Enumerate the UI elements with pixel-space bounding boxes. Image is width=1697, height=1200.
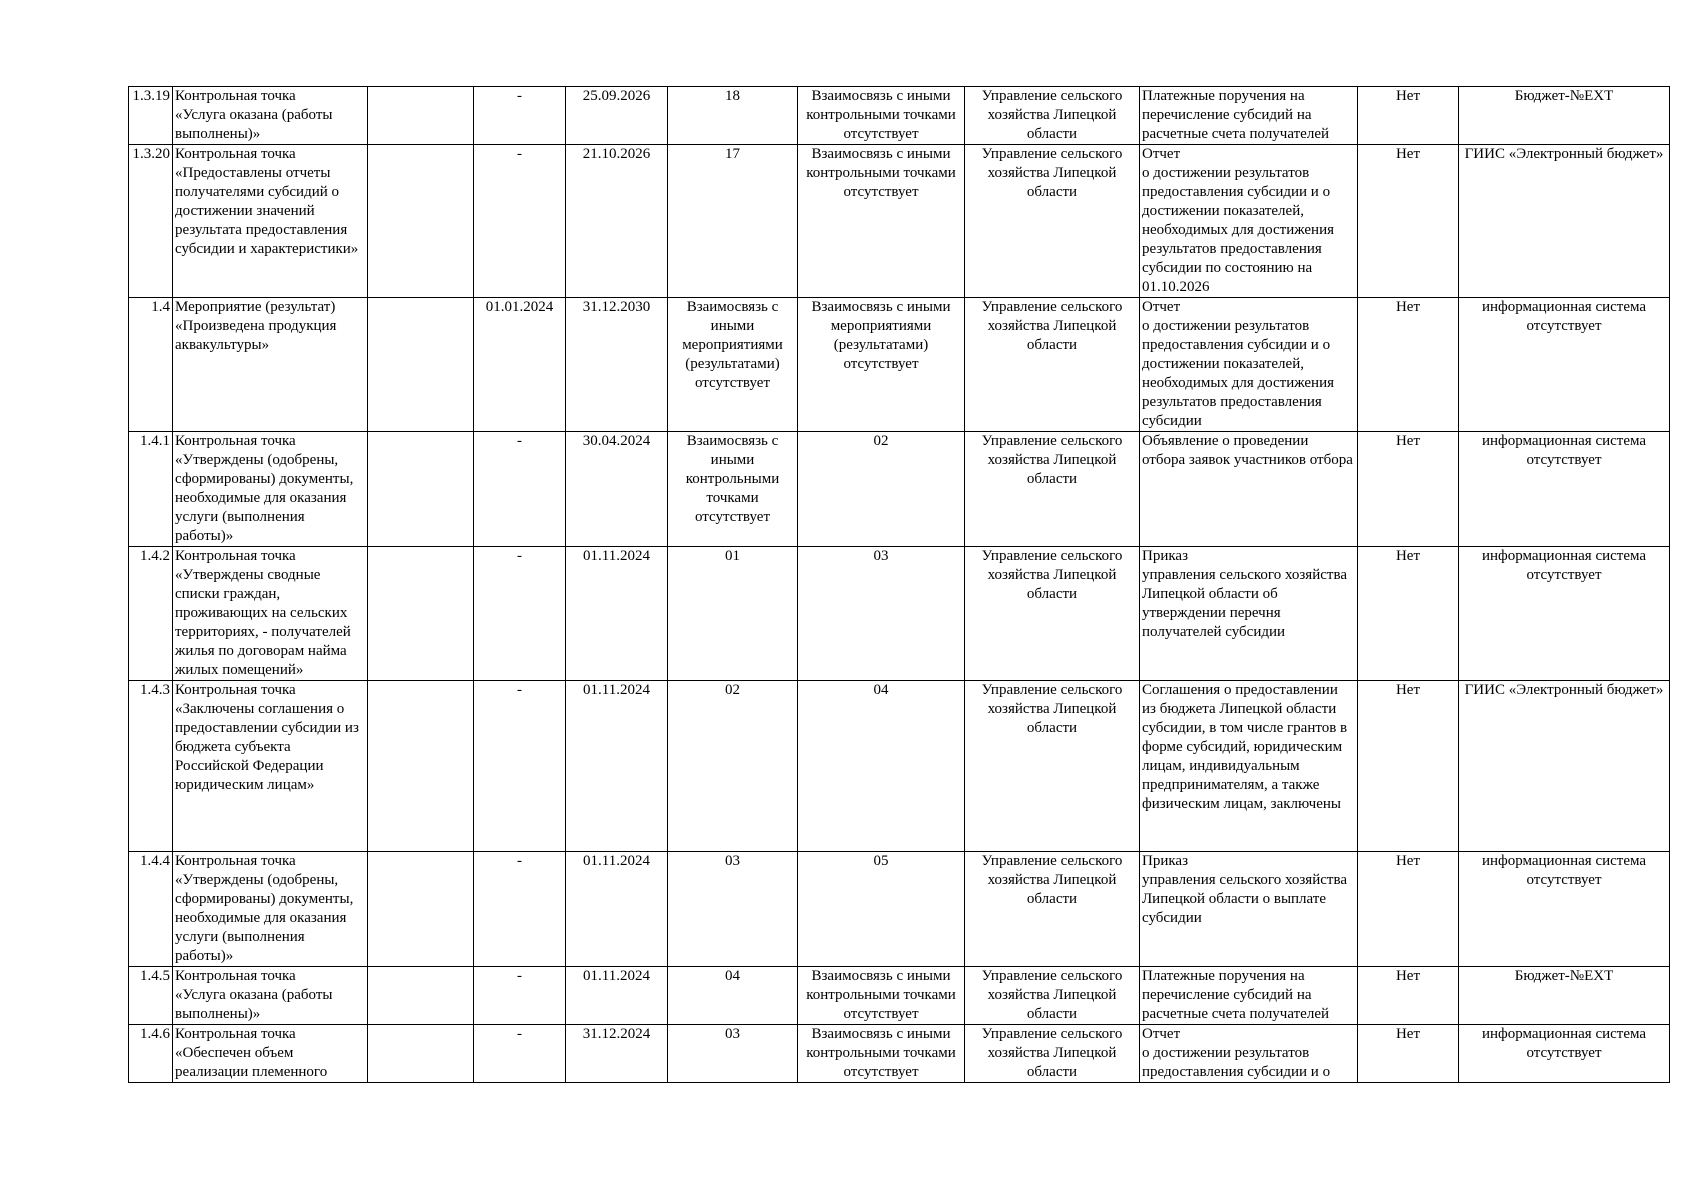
empty-cell: [368, 298, 474, 432]
start-date: -: [474, 852, 566, 967]
responsible: Управление сельского хозяйства Липецкой области: [965, 1025, 1140, 1083]
control-points-table: [128, 86, 1670, 1083]
responsible: Управление сельского хозяйства Липецкой области: [965, 87, 1140, 145]
predecessor: Взаимосвязь с иными мероприятиями (результатами) отсутствует: [668, 298, 798, 432]
end-date: 01.11.2024: [566, 547, 668, 681]
document: Отчет о достижении результатов предоставления субсидии и о: [1140, 1025, 1358, 1083]
table-row: [129, 967, 1670, 1025]
document: Объявление о проведении отбора заявок участников отбора: [1140, 432, 1358, 547]
successor: 03: [798, 547, 965, 681]
item-name: Контрольная точка «Утверждены (одобрены, сформированы) документы, необходимые для оказания услуги (выполнения работы)»: [173, 432, 368, 547]
predecessor: 03: [668, 852, 798, 967]
table-row: [129, 87, 1670, 145]
responsible: Управление сельского хозяйства Липецкой области: [965, 432, 1140, 547]
item-name: Контрольная точка «Заключены соглашения о предоставлении субсидии из бюджета субъекта Российской Федерации юридическим лицам»: [173, 681, 368, 852]
table-row: [129, 145, 1670, 298]
flag: Нет: [1358, 852, 1459, 967]
empty-cell: [368, 547, 474, 681]
responsible: Управление сельского хозяйства Липецкой области: [965, 681, 1140, 852]
start-date: -: [474, 432, 566, 547]
responsible: Управление сельского хозяйства Липецкой области: [965, 298, 1140, 432]
empty-cell: [368, 145, 474, 298]
info-system: информационная система отсутствует: [1459, 298, 1670, 432]
successor: Взаимосвязь с иными мероприятиями (результатами) отсутствует: [798, 298, 965, 432]
info-system: информационная система отсутствует: [1459, 432, 1670, 547]
info-system: информационная система отсутствует: [1459, 547, 1670, 681]
document: Приказ управления сельского хозяйства Липецкой области о выплате субсидии: [1140, 852, 1358, 967]
flag: Нет: [1358, 681, 1459, 852]
row-number: 1.4.2: [129, 547, 173, 681]
document: Приказ управления сельского хозяйства Липецкой области об утверждении перечня получателей субсидии: [1140, 547, 1358, 681]
predecessor: 04: [668, 967, 798, 1025]
flag: Нет: [1358, 145, 1459, 298]
item-name: Контрольная точка «Услуга оказана (работы выполнены)»: [173, 87, 368, 145]
predecessor: 17: [668, 145, 798, 298]
end-date: 21.10.2026: [566, 145, 668, 298]
responsible: Управление сельского хозяйства Липецкой области: [965, 547, 1140, 681]
row-number: 1.4.6: [129, 1025, 173, 1083]
info-system: ГИИС «Электронный бюджет»: [1459, 145, 1670, 298]
row-number: 1.4.4: [129, 852, 173, 967]
row-number: 1.4.5: [129, 967, 173, 1025]
item-name: Контрольная точка «Обеспечен объем реализации племенного: [173, 1025, 368, 1083]
end-date: 31.12.2030: [566, 298, 668, 432]
predecessor: 02: [668, 681, 798, 852]
start-date: -: [474, 681, 566, 852]
end-date: 01.11.2024: [566, 681, 668, 852]
table-row: [129, 852, 1670, 967]
start-date: -: [474, 967, 566, 1025]
info-system: информационная система отсутствует: [1459, 1025, 1670, 1083]
table-row: [129, 432, 1670, 547]
row-number: 1.4.1: [129, 432, 173, 547]
item-name: Контрольная точка «Предоставлены отчеты получателями субсидий о достижении значений результата предоставления субсидии и характеристики»: [173, 145, 368, 298]
flag: Нет: [1358, 298, 1459, 432]
successor: 02: [798, 432, 965, 547]
item-name: Контрольная точка «Утверждены сводные списки граждан, проживающих на сельских территориях, - получателей жилья по договорам найма жилых помещений»: [173, 547, 368, 681]
flag: Нет: [1358, 547, 1459, 681]
info-system: ГИИС «Электронный бюджет»: [1459, 681, 1670, 852]
document: Отчет о достижении результатов предоставления субсидии и о достижении показателей, необходимых для достижения результатов предоставления субсидии по состоянию на 01.10.2026: [1140, 145, 1358, 298]
row-number: 1.4.3: [129, 681, 173, 852]
table-row: [129, 298, 1670, 432]
start-date: -: [474, 547, 566, 681]
responsible: Управление сельского хозяйства Липецкой области: [965, 145, 1140, 298]
empty-cell: [368, 87, 474, 145]
item-name: Контрольная точка «Утверждены (одобрены, сформированы) документы, необходимые для оказания услуги (выполнения работы)»: [173, 852, 368, 967]
table-row: [129, 547, 1670, 681]
empty-cell: [368, 967, 474, 1025]
successor: 04: [798, 681, 965, 852]
flag: Нет: [1358, 432, 1459, 547]
end-date: 01.11.2024: [566, 967, 668, 1025]
empty-cell: [368, 432, 474, 547]
start-date: -: [474, 1025, 566, 1083]
successor: Взаимосвязь с иными контрольными точками отсутствует: [798, 87, 965, 145]
empty-cell: [368, 681, 474, 852]
end-date: 25.09.2026: [566, 87, 668, 145]
predecessor: 01: [668, 547, 798, 681]
successor: Взаимосвязь с иными контрольными точками отсутствует: [798, 1025, 965, 1083]
successor: Взаимосвязь с иными контрольными точками отсутствует: [798, 967, 965, 1025]
table-row: [129, 1025, 1670, 1083]
predecessor: Взаимосвязь с иными контрольными точками отсутствует: [668, 432, 798, 547]
end-date: 30.04.2024: [566, 432, 668, 547]
end-date: 31.12.2024: [566, 1025, 668, 1083]
item-name: Контрольная точка «Услуга оказана (работы выполнены)»: [173, 967, 368, 1025]
successor: 05: [798, 852, 965, 967]
document: Платежные поручения на перечисление субсидий на расчетные счета получателей: [1140, 967, 1358, 1025]
row-number: 1.3.19: [129, 87, 173, 145]
document: Соглашения о предоставлении из бюджета Липецкой области субсидии, в том числе грантов в форме субсидий, юридическим лицам, индивидуальным предпринимателям, а также физическим лицам, заключены: [1140, 681, 1358, 852]
start-date: 01.01.2024: [474, 298, 566, 432]
successor: Взаимосвязь с иными контрольными точками отсутствует: [798, 145, 965, 298]
responsible: Управление сельского хозяйства Липецкой области: [965, 852, 1140, 967]
flag: Нет: [1358, 967, 1459, 1025]
document: Отчет о достижении результатов предоставления субсидии и о достижении показателей, необходимых для достижения результатов предоставления субсидии: [1140, 298, 1358, 432]
info-system: информационная система отсутствует: [1459, 852, 1670, 967]
responsible: Управление сельского хозяйства Липецкой области: [965, 967, 1140, 1025]
table-row: [129, 681, 1670, 852]
flag: Нет: [1358, 87, 1459, 145]
row-number: 1.4: [129, 298, 173, 432]
flag: Нет: [1358, 1025, 1459, 1083]
item-name: Мероприятие (результат) «Произведена продукция аквакультуры»: [173, 298, 368, 432]
predecessor: 18: [668, 87, 798, 145]
document: Платежные поручения на перечисление субсидий на расчетные счета получателей: [1140, 87, 1358, 145]
empty-cell: [368, 852, 474, 967]
row-number: 1.3.20: [129, 145, 173, 298]
predecessor: 03: [668, 1025, 798, 1083]
start-date: -: [474, 145, 566, 298]
info-system: Бюджет-№ЕХТ: [1459, 967, 1670, 1025]
info-system: Бюджет-№ЕХТ: [1459, 87, 1670, 145]
start-date: -: [474, 87, 566, 145]
empty-cell: [368, 1025, 474, 1083]
end-date: 01.11.2024: [566, 852, 668, 967]
